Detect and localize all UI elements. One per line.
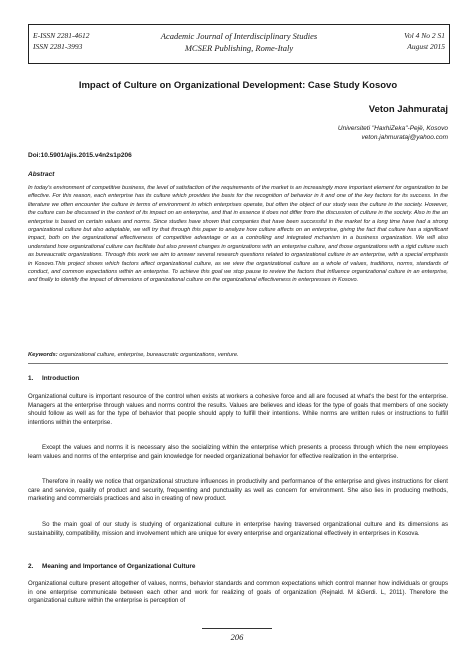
volume-info: Vol 4 No 2 S1 [404,31,445,40]
section-number: 2. [28,563,34,570]
intro-paragraph-4: So the main goal of our study is studying of organizational culture in enterprise having traversed organizational culture and its dimensions as sustainability, compatibility, mission and involvement which are unique for every enterprise and organizational effectively in enterprises in Kosova. [28,521,448,537]
author-name: Veton Jahmurataj [368,104,448,115]
doi: Doi:10.5901/ajis.2015.v4n2s1p206 [28,152,132,159]
author-affiliation-block [338,124,448,142]
intro-paragraph-2: Except the values and norms it is necessary also the socializing within the enterprise which presents a process through which the new employees learn values and norms of the enterprise and gain knowledge for needed organizational behavior for effective realization in the enterprise. [28,444,448,460]
abstract-text: In today's environment of competitive business, the level of satisfaction of the requirements of the market is an increasingly more important element for organization to be effective. For this reason, each enterprise has its culture which provides the basis for the recognition of behavior in it and one of the key factors for its success. In the literature we often encounter the culture in terms of environment in which enterprises operate, but often the object of our study was the culture in the society. However, the culture can be discussed in the context of its impact on an enterprise, and that in essence it does not differ from the discussion of culture in the society. Also in the an enterprise is based on certain values and norms. Since studies have shown that companies that have been successful in the market for a long time have had a strong organizational culture but also adaptable, we will try that through this paper to analyze how culture affects on an enterprise, giving the fact that culture has a significant impact, both on the organizational effectiveness of competitive advantage or as a controlling and integrated mchanism in a business organization. We will also understand how organizational culture can facilitate but also prevent changes in organizations with an enterprise culture, and those organizations with a rigid culture such as bureaucratic organizations. Through this work we aim to answer several research questions related to organizational culture in an enterprise, with a special emphasis in Kosovo.This project shows which factors affect organizational culture, as we view the organizational culture as a whole of values, traditions, norms, standards of conduct, and common expectations within an enterprise. To achieve this goal we stop pause to review the factors that influence organizational culture in an enterprise, and finally to identify the impact of dimensions of organizational culture on the organizational effectiveness in enterpresses in Kosovo. [28,185,448,284]
section-title: Meaning and Importance of Organizational Culture [42,563,196,570]
header-volume-block [404,30,445,52]
abstract-heading: Abstract [28,171,55,178]
section-heading-meaning [28,563,195,570]
intro-paragraph-3: Therefore in reality we notice that organizational structure influences in productivity and performance of the enterprise and gives instructions for client care and service, quality of product and security, frequenting and punctuality as well as concern for environment. She also lies in producing methods, marketing and commercials practices and also in creating of new product. [28,478,448,503]
keywords-list: organizational culture, enterprise, bureaucratic organizations, venture. [57,352,239,358]
page-number: 206 [230,632,244,642]
section-number: 1. [28,375,34,382]
issn-print: E-ISSN 2281-4612 [33,31,90,40]
page-number-rule [202,628,272,629]
intro-paragraph-1: Organizational culture is important resource of the control when exists at workers a cohesive force and all are focused at what's the best for the enterprise. Managers at the enterprise through values and norms control the results. Values are believes and ideas for the type of goals that members of one society should follow as well as for the type of behavior that people should apply to fulfill their intentions. While norms are written rules or instructions to fulfill intentions within the enterprise. [28,393,448,426]
section-title: Introduction [42,375,80,382]
meaning-paragraph-1: Organizational culture present altogether of values, norms, behavior standards and common expectations which control manner how individuals or groups in one enterprise communicate between each other and work for realizing of goals of organization (Rejnald. M &Gerdi. L, 2011). Therefore the organizational culture within the enterprise is perception of [28,580,448,605]
header-journal-block [29,30,449,54]
paper-title: Impact of Culture on Organizational Development: Case Study Kosovo [78,80,398,91]
author-affiliation: Universiteti "HaxhiZeka"-Pejë, Kosovo [337,125,448,132]
journal-name: Academic Journal of Interdisciplinary Studies [160,31,318,41]
publisher-name: MCSER Publishing, Rome-Italy [184,43,294,53]
section-heading-introduction [28,375,79,382]
keywords-label: Keywords: [28,352,58,358]
issue-date: August 2015 [407,42,445,51]
keywords-line [28,352,448,358]
section-divider [28,363,448,364]
author-email: veton.jahmurataj@yahoo.com [361,134,448,141]
issn-online: ISSN 2281-3993 [33,42,83,51]
journal-header [28,24,450,64]
